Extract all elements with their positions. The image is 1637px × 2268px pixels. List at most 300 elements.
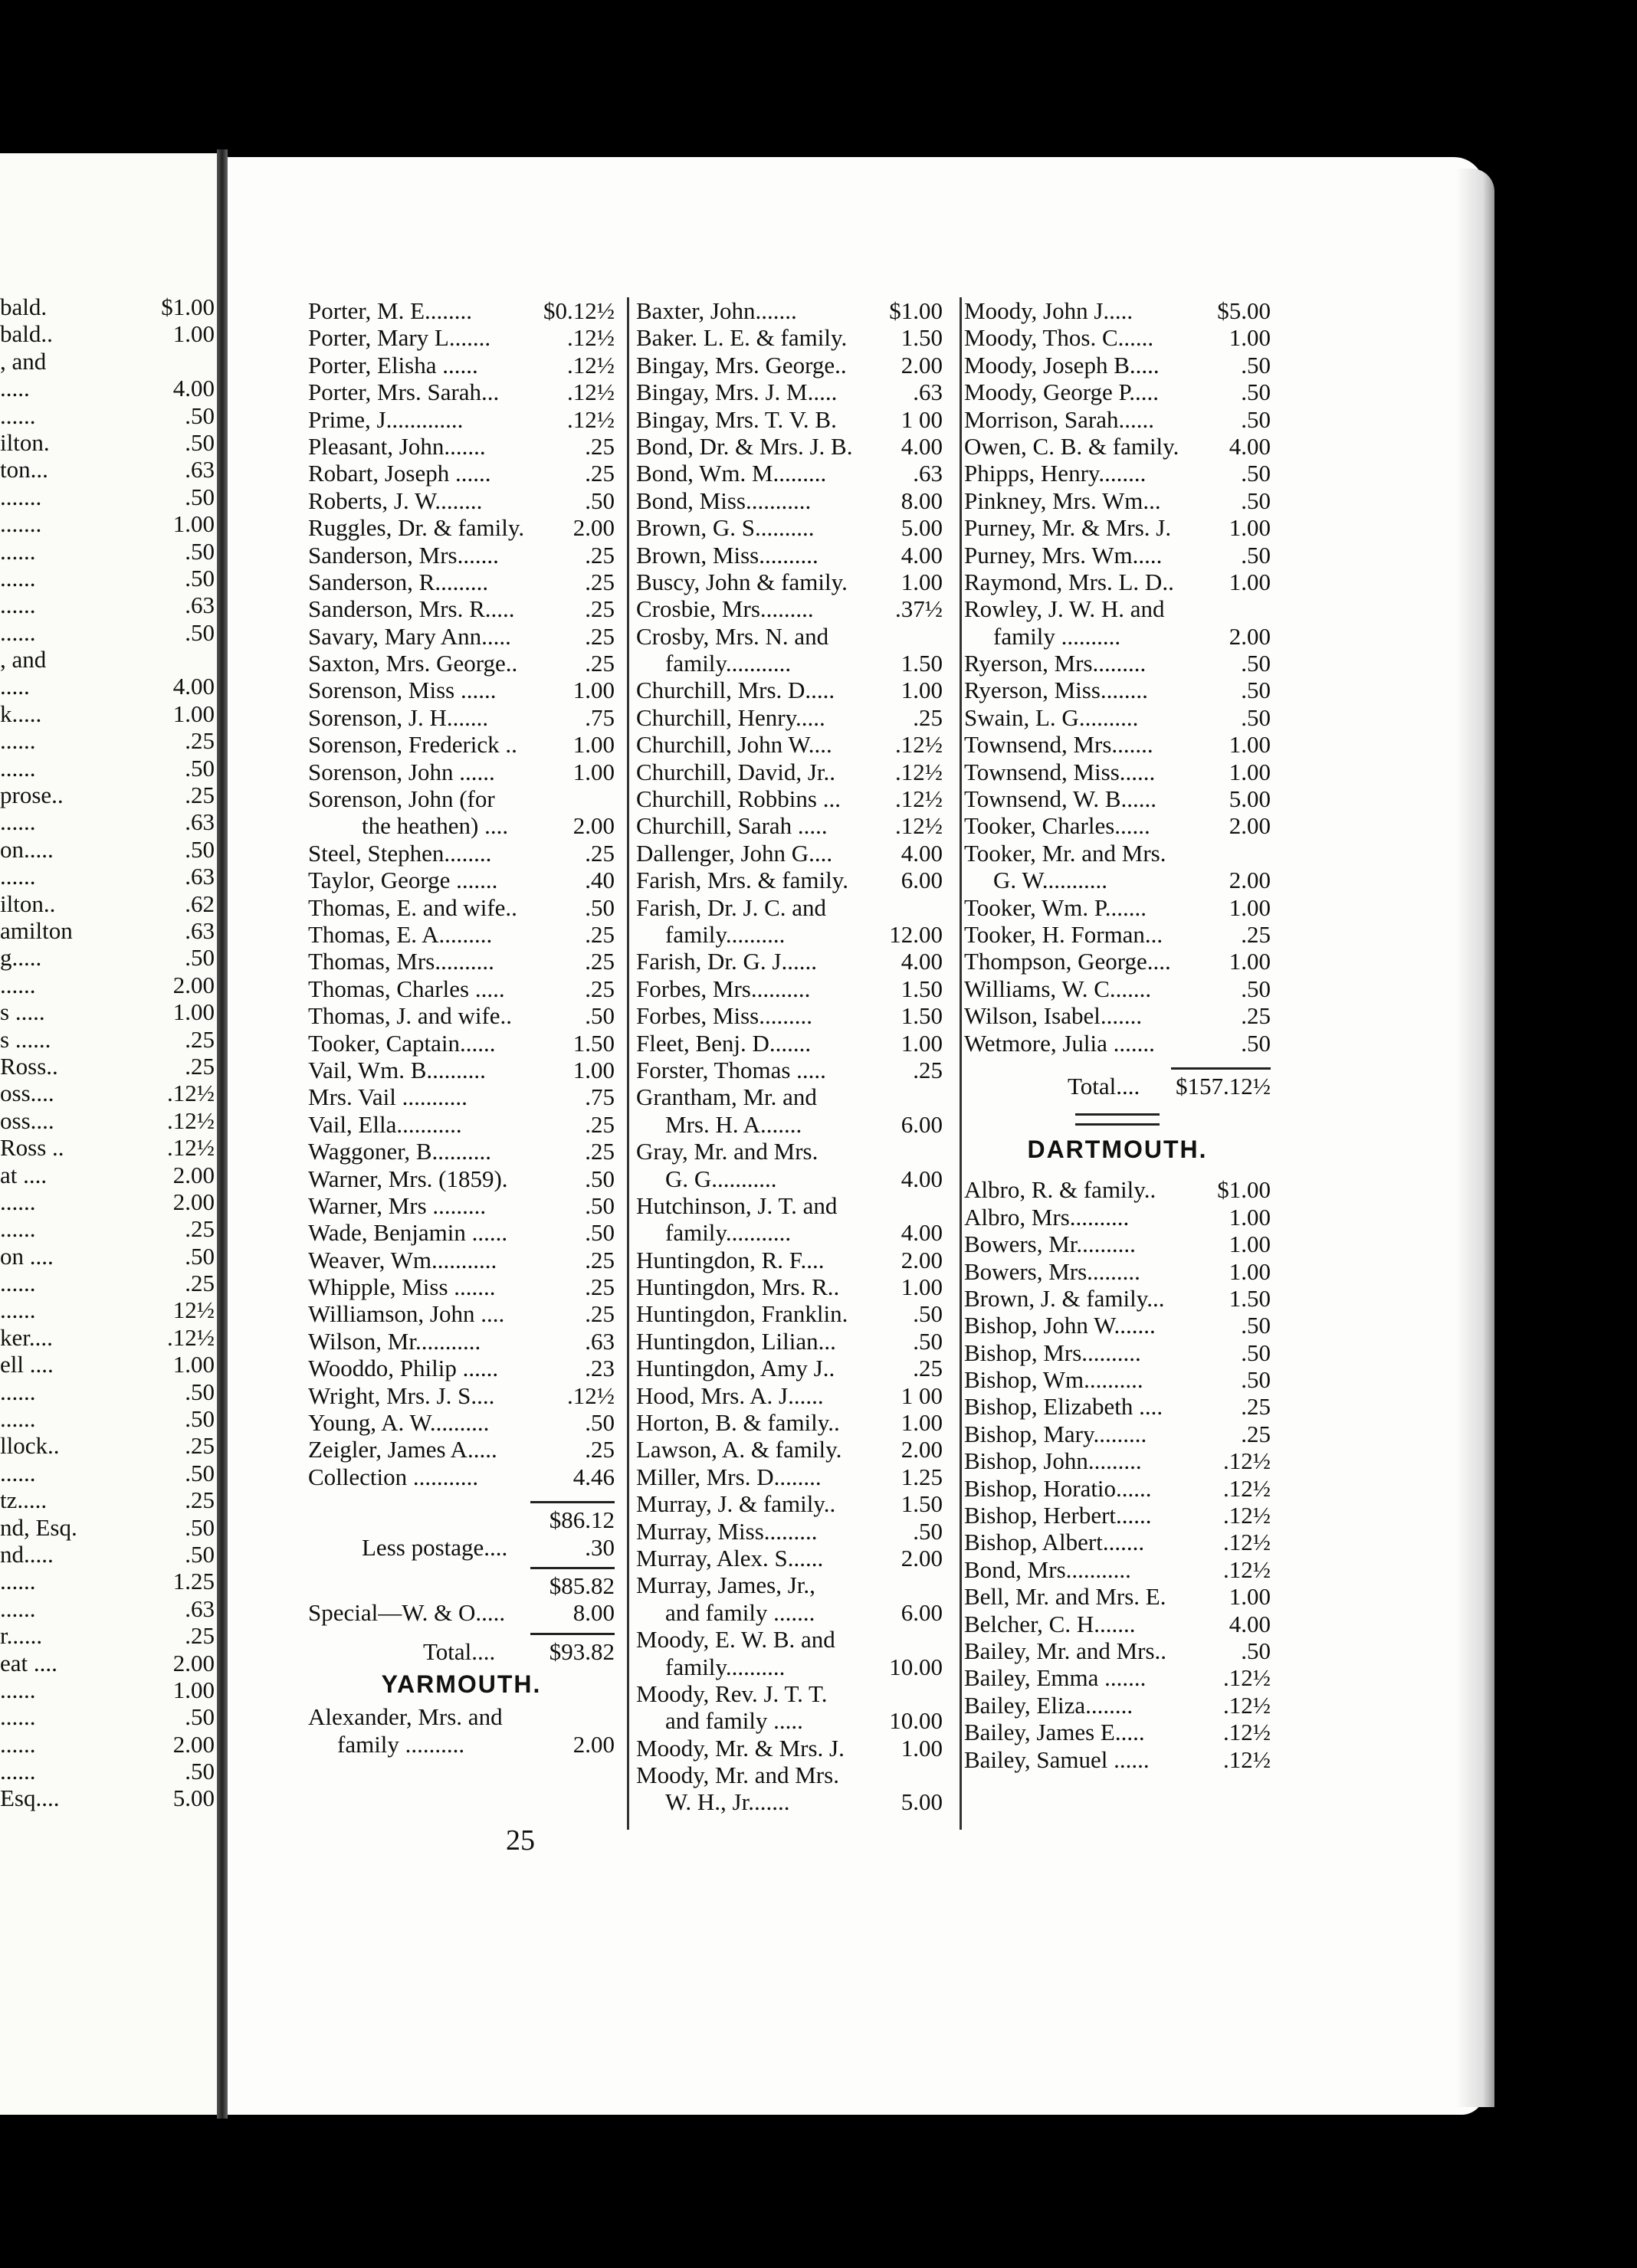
contribution-amount: 5.00 — [901, 1788, 943, 1816]
contributor-name: Tooker, Captain...... — [308, 1029, 496, 1057]
contribution-amount: .50 — [585, 1191, 615, 1219]
total-label: Total.... — [1068, 1072, 1140, 1100]
contribution-amount: .23 — [585, 1355, 615, 1382]
contributor-name: bald.. — [0, 320, 53, 348]
contribution-amount: 5.00 — [901, 514, 943, 542]
list-item — [308, 1219, 615, 1246]
contribution-amount: .50 — [185, 1378, 215, 1405]
list-item — [308, 379, 615, 405]
contribution-amount: .12½ — [1223, 1664, 1271, 1692]
contributor-name: Steel, Stephen........ — [308, 839, 492, 867]
contributor-name: g..... — [0, 944, 42, 972]
list-item — [964, 379, 1271, 405]
list-item — [308, 1165, 615, 1192]
contribution-amount: 4.00 — [1229, 432, 1271, 460]
list-item — [636, 1626, 943, 1653]
contribution-amount: .50 — [1241, 379, 1271, 406]
contribution-amount: .37½ — [895, 595, 943, 623]
contributor-name: ...... — [0, 971, 36, 998]
list-item — [308, 867, 615, 893]
contributor-name: r...... — [0, 1622, 43, 1650]
contributor-name: ...... — [0, 1215, 36, 1243]
contribution-amount: 1.00 — [172, 700, 215, 727]
contribution-amount: .63 — [185, 592, 215, 619]
list-item — [964, 297, 1271, 324]
contribution-amount: .50 — [1241, 460, 1271, 487]
list-item — [0, 1188, 215, 1215]
contributor-name: Bond, Miss........... — [636, 487, 812, 514]
contribution-amount: .75 — [585, 703, 615, 731]
list-item — [636, 1300, 943, 1327]
list-item — [964, 677, 1271, 703]
contributor-name: prose.. — [0, 782, 64, 809]
list-item — [0, 1106, 215, 1134]
contributor-name: Huntingdon, R. F.... — [636, 1246, 825, 1273]
list-item — [0, 1378, 215, 1405]
contribution-amount: 1.00 — [1229, 568, 1271, 595]
contributor-name: ...... — [0, 1568, 36, 1595]
contributor-name: Vail, Ella........... — [308, 1110, 462, 1138]
contributor-name: Thomas, Mrs.......... — [308, 948, 494, 975]
contribution-amount: .12½ — [1223, 1474, 1271, 1502]
less-postage-amount: .30 — [585, 1533, 615, 1561]
contributor-name: Whipple, Miss ....... — [308, 1273, 496, 1301]
contributor-name: family........... — [665, 650, 792, 677]
list-item — [636, 867, 943, 893]
contributor-name: Sanderson, R......... — [308, 568, 489, 595]
contribution-amount: 2.00 — [572, 514, 615, 542]
contributor-name: Moody, Mr. & Mrs. J. — [636, 1734, 845, 1762]
contributor-name: Churchill, John W.... — [636, 731, 832, 759]
list-item — [636, 1328, 943, 1355]
section-divider — [1075, 1113, 1160, 1126]
contributor-name: ...... — [0, 863, 36, 890]
contribution-amount: 12½ — [172, 1296, 215, 1324]
contributor-name: on .... — [0, 1242, 54, 1270]
list-item — [0, 1703, 215, 1731]
contribution-amount: .25 — [585, 1273, 615, 1301]
contribution-amount: 1.50 — [572, 1029, 615, 1057]
list-item — [0, 1405, 215, 1433]
contribution-amount: .25 — [585, 975, 615, 1002]
contribution-amount: 1.00 — [901, 568, 943, 595]
contribution-amount: 2.00 — [172, 1188, 215, 1215]
list-item — [964, 1583, 1271, 1610]
contributor-name: nd, Esq. — [0, 1513, 77, 1541]
contributor-name: Pinkney, Mrs. Wm... — [964, 487, 1161, 514]
contributor-name: Moody, Mr. and Mrs. — [636, 1762, 839, 1789]
list-item — [0, 618, 215, 646]
contribution-amount: .50 — [185, 401, 215, 429]
list-item — [308, 569, 615, 595]
list-item — [964, 1692, 1271, 1719]
list-item — [308, 1083, 615, 1110]
list-item — [636, 514, 943, 541]
list-item — [964, 1204, 1271, 1231]
list-item — [964, 324, 1271, 351]
contribution-amount: 1.25 — [901, 1463, 943, 1490]
list-item — [964, 1393, 1271, 1420]
list-item — [0, 727, 215, 755]
contribution-amount: .25 — [585, 948, 615, 975]
list-item — [0, 998, 215, 1026]
contributor-name: ...... — [0, 1703, 36, 1731]
contribution-amount: 1.00 — [901, 677, 943, 704]
contributor-name: ...... — [0, 592, 36, 619]
total-amount: $157.12½ — [1176, 1072, 1271, 1100]
contribution-amount: 4.00 — [901, 432, 943, 460]
column-divider-2 — [960, 297, 962, 1830]
contributor-name: s ..... — [0, 998, 45, 1026]
contributor-name: Bond, Wm. M......... — [636, 460, 827, 487]
contribution-amount: 2.00 — [172, 1161, 215, 1188]
sum-rule — [530, 1501, 615, 1503]
contribution-amount: .25 — [913, 1056, 943, 1083]
contribution-amount: .50 — [185, 1459, 215, 1486]
list-item — [0, 700, 215, 727]
list-item — [636, 731, 943, 758]
contribution-amount: 1.00 — [572, 758, 615, 785]
list-item — [964, 1002, 1271, 1029]
contribution-amount: 4.46 — [572, 1463, 615, 1490]
contributor-name: Williams, W. C....... — [964, 975, 1152, 1002]
contributor-name: Hood, Mrs. A. J...... — [636, 1381, 824, 1409]
list-item — [308, 623, 615, 650]
list-item — [308, 297, 615, 324]
list-item — [0, 1134, 215, 1162]
list-item — [308, 1111, 615, 1138]
contribution-amount: .12½ — [567, 379, 615, 406]
list-item — [636, 379, 943, 405]
list-item — [636, 595, 943, 622]
less-postage-row — [308, 1534, 615, 1561]
contribution-amount: .50 — [585, 487, 615, 514]
contribution-amount: 1.00 — [1229, 514, 1271, 542]
contribution-amount: 1.00 — [901, 1029, 943, 1057]
sum-rule — [530, 1633, 615, 1635]
contributor-name: Vail, Wm. B.......... — [308, 1056, 486, 1083]
list-item — [0, 456, 215, 483]
list-item — [0, 1351, 215, 1378]
list-item — [636, 1111, 943, 1138]
contributor-name: ...... — [0, 1296, 36, 1324]
contributor-name: Churchill, Robbins ... — [636, 785, 841, 813]
list-item — [636, 352, 943, 379]
sum-rule — [530, 1567, 615, 1569]
list-item — [308, 487, 615, 514]
contributor-name: Purney, Mrs. Wm..... — [964, 541, 1163, 569]
contributor-name: Tooker, Charles...... — [964, 812, 1150, 840]
contributor-name: Thomas, E. and wife.. — [308, 893, 517, 921]
contributor-name: Murray, Miss......... — [636, 1517, 818, 1545]
contribution-amount: 2.00 — [1229, 622, 1271, 650]
list-item — [308, 542, 615, 569]
contribution-amount: 6.00 — [901, 1110, 943, 1138]
contributor-name: family.......... — [665, 1653, 786, 1680]
contributor-name: Forster, Thomas ..... — [636, 1056, 826, 1083]
contribution-amount: .25 — [585, 1300, 615, 1328]
list-item — [308, 324, 615, 351]
contributor-name: and family ....... — [665, 1598, 815, 1626]
contribution-amount: .25 — [1241, 1002, 1271, 1030]
contribution-amount: 5.00 — [172, 1785, 215, 1812]
list-item — [0, 673, 215, 700]
contribution-amount: .12½ — [895, 731, 943, 759]
contributor-name: Bishop, John......... — [964, 1447, 1142, 1475]
contributor-name: Forbes, Mrs.......... — [636, 975, 811, 1002]
contributor-name: tz..... — [0, 1486, 48, 1514]
contributor-name: Bishop, Wm.......... — [964, 1366, 1143, 1394]
contributor-name: Huntingdon, Lilian... — [636, 1327, 836, 1355]
list-item — [308, 1057, 615, 1083]
list-item — [0, 1432, 215, 1460]
list-item — [308, 1192, 615, 1219]
contributor-name: at .... — [0, 1161, 48, 1188]
contributor-name: Owen, C. B. & family. — [964, 432, 1179, 460]
contribution-amount: .50 — [585, 1409, 615, 1437]
list-item — [0, 1459, 215, 1486]
list-item — [964, 514, 1271, 541]
contribution-amount: .50 — [185, 1540, 215, 1568]
list-item — [308, 759, 615, 785]
list-item — [308, 785, 615, 812]
list-item — [636, 1002, 943, 1029]
contribution-amount: .12½ — [895, 785, 943, 813]
list-item — [0, 1486, 215, 1514]
contributor-name: Crosby, Mrs. N. and — [636, 622, 829, 650]
list-item — [0, 1676, 215, 1703]
contribution-amount: .50 — [913, 1327, 943, 1355]
list-item — [636, 704, 943, 731]
contributor-name: Bond, Mrs........... — [964, 1555, 1131, 1583]
contributor-name: Moody, John J..... — [964, 297, 1133, 324]
list-item — [964, 1475, 1271, 1502]
contributor-name: Grantham, Mr. and — [636, 1083, 817, 1111]
list-item — [964, 1556, 1271, 1583]
contributor-name: Churchill, Henry..... — [636, 703, 825, 731]
list-item — [636, 433, 943, 460]
contributor-name: Brown, J. & family... — [964, 1284, 1165, 1312]
contribution-amount: 2.00 — [901, 351, 943, 379]
contributor-name: Gray, Mr. and Mrs. — [636, 1138, 818, 1165]
contribution-amount: .50 — [185, 1513, 215, 1541]
contributor-name: Bell, Mr. and Mrs. E. — [964, 1583, 1166, 1611]
contribution-amount: 2.00 — [901, 1246, 943, 1273]
contributor-name: Rowley, J. W. H. and — [964, 595, 1165, 623]
contribution-amount: .12½ — [567, 324, 615, 352]
contribution-amount: .25 — [585, 541, 615, 569]
yarmouth-list — [308, 1703, 615, 1758]
contributor-name: Sorenson, John ...... — [308, 758, 495, 785]
contribution-amount: 4.00 — [901, 1219, 943, 1247]
contributor-name: llock.. — [0, 1432, 60, 1460]
list-item — [636, 948, 943, 975]
contribution-amount: 4.00 — [172, 375, 215, 402]
total-row — [308, 1638, 615, 1665]
list-item — [964, 948, 1271, 975]
contribution-amount: 1.50 — [901, 975, 943, 1002]
contributor-name: Taylor, George ....... — [308, 867, 498, 894]
contribution-amount: 10.00 — [889, 1653, 943, 1680]
contributor-name: Wright, Mrs. J. S.... — [308, 1381, 495, 1409]
contribution-amount: .25 — [185, 1215, 215, 1243]
contributor-name: Churchill, David, Jr.. — [636, 758, 836, 785]
contributor-name: Belcher, C. H....... — [964, 1610, 1136, 1637]
list-item — [636, 1735, 943, 1762]
contributor-name: Bailey, Samuel ...... — [964, 1745, 1150, 1773]
total-label: Total.... — [423, 1637, 496, 1665]
list-item — [964, 921, 1271, 948]
list-item — [964, 1529, 1271, 1555]
contributor-name: Mrs. H. A....... — [665, 1110, 802, 1138]
contributor-name: Sorenson, Miss ...... — [308, 677, 497, 704]
list-item — [636, 1030, 943, 1057]
list-item — [636, 1409, 943, 1436]
page-number: 25 — [506, 1824, 535, 1857]
contribution-amount: 1.00 — [1229, 758, 1271, 785]
contribution-amount: .63 — [913, 379, 943, 406]
contributor-name: Ross .. — [0, 1134, 64, 1162]
list-item — [964, 975, 1271, 1002]
list-item — [0, 808, 215, 836]
contribution-amount: .12½ — [1223, 1691, 1271, 1719]
contributor-name: ...... — [0, 1758, 36, 1785]
list-item — [636, 677, 943, 703]
contribution-amount: 2.00 — [1229, 867, 1271, 894]
list-item — [308, 460, 615, 487]
contributor-name: Saxton, Mrs. George.. — [308, 650, 518, 677]
list-item — [308, 1463, 615, 1490]
contribution-amount: .25 — [1241, 1420, 1271, 1447]
contribution-amount: 2.00 — [172, 1730, 215, 1758]
contribution-amount: .50 — [1241, 541, 1271, 569]
list-item — [964, 1447, 1271, 1474]
contribution-amount: .63 — [185, 1594, 215, 1622]
contribution-amount: $5.00 — [1217, 297, 1271, 324]
list-item — [0, 863, 215, 890]
contribution-amount: 1.50 — [1229, 1284, 1271, 1312]
contribution-amount: 2.00 — [901, 1436, 943, 1463]
list-item — [964, 595, 1271, 622]
contributor-name: ...... — [0, 1594, 36, 1622]
contributor-name: Huntingdon, Amy J.. — [636, 1355, 835, 1382]
list-item — [636, 1057, 943, 1083]
contribution-amount: .75 — [585, 1083, 615, 1111]
list-item — [0, 428, 215, 456]
contributor-name: ...... — [0, 1730, 36, 1758]
list-item — [0, 754, 215, 782]
contribution-amount: .12½ — [167, 1106, 215, 1134]
contributor-name: Bishop, Mrs.......... — [964, 1339, 1141, 1366]
net-row — [308, 1572, 615, 1599]
contribution-amount: .50 — [913, 1517, 943, 1545]
contribution-amount: .25 — [585, 1246, 615, 1273]
contributor-list-3 — [964, 297, 1271, 1057]
contribution-amount: .50 — [1241, 1029, 1271, 1057]
contribution-amount: .50 — [185, 835, 215, 863]
contributor-name: ..... — [0, 375, 30, 402]
contributor-name: Sanderson, Mrs. R..... — [308, 595, 515, 623]
section-heading-dartmouth: DARTMOUTH. — [1027, 1136, 1208, 1164]
list-item — [964, 1176, 1271, 1203]
contribution-amount: 2.00 — [172, 1649, 215, 1676]
list-item — [964, 1637, 1271, 1664]
contribution-amount: 12.00 — [889, 920, 943, 948]
contribution-amount: .50 — [185, 537, 215, 565]
list-item — [636, 759, 943, 785]
list-item — [964, 433, 1271, 460]
contributor-name: Huntingdon, Franklin. — [636, 1300, 848, 1328]
list-item — [964, 650, 1271, 677]
column-3 — [964, 297, 1271, 1773]
list-item — [636, 1762, 943, 1788]
contributor-name: ...... — [0, 1270, 36, 1297]
contribution-amount: .50 — [185, 1405, 215, 1433]
contributor-name: Brown, G. S.......... — [636, 514, 815, 542]
contributor-name: Bishop, Horatio...... — [964, 1474, 1152, 1502]
list-item — [308, 948, 615, 975]
list-item — [308, 1436, 615, 1463]
list-item — [636, 1707, 943, 1734]
list-item — [636, 1490, 943, 1517]
subtotal-row — [308, 1506, 615, 1533]
contribution-amount: .50 — [585, 1002, 615, 1030]
contribution-amount: .12½ — [1223, 1555, 1271, 1583]
contribution-amount: 1.50 — [901, 324, 943, 352]
contributor-name: Sorenson, Frederick .. — [308, 731, 517, 759]
list-item — [0, 510, 215, 538]
list-item — [308, 1409, 615, 1436]
list-item — [636, 324, 943, 351]
list-item — [964, 1421, 1271, 1447]
contributor-list-2 — [636, 297, 943, 1816]
list-item — [308, 1703, 615, 1730]
list-item — [0, 1513, 215, 1541]
contributor-name: Swain, L. G.......... — [964, 703, 1139, 731]
contribution-amount: .63 — [913, 460, 943, 487]
list-item — [964, 1664, 1271, 1691]
contribution-amount: .50 — [185, 944, 215, 972]
contributor-name: Albro, Mrs.......... — [964, 1203, 1130, 1231]
page-edge — [1456, 169, 1494, 2107]
list-item — [636, 460, 943, 487]
list-item — [308, 1247, 615, 1273]
list-item — [636, 297, 943, 324]
contribution-amount: 1.50 — [901, 1490, 943, 1518]
contributor-name: Bingay, Mrs. George.. — [636, 351, 847, 379]
contribution-amount: .50 — [185, 1703, 215, 1731]
contributor-name: Buscy, John & family. — [636, 568, 848, 595]
contributor-name: k..... — [0, 700, 42, 727]
contributor-name: ...... — [0, 1378, 36, 1405]
contributor-name: Bingay, Mrs. T. V. B. — [636, 405, 837, 433]
list-item — [0, 564, 215, 592]
contributor-name: Bond, Dr. & Mrs. J. B. — [636, 432, 853, 460]
list-item — [964, 623, 1271, 650]
list-item — [0, 401, 215, 429]
list-item — [636, 406, 943, 433]
contribution-amount: .50 — [1241, 487, 1271, 514]
list-item — [0, 1730, 215, 1758]
contributor-name: Purney, Mr. & Mrs. J. — [964, 514, 1172, 542]
contribution-amount: 2.00 — [172, 971, 215, 998]
contributor-name: Morrison, Sarah...... — [964, 405, 1154, 433]
contribution-amount: .25 — [585, 650, 615, 677]
contributor-name: Zeigler, James A..... — [308, 1436, 497, 1463]
list-item — [636, 894, 943, 921]
list-item — [308, 975, 615, 1002]
contributor-name: G. W........... — [993, 867, 1107, 894]
